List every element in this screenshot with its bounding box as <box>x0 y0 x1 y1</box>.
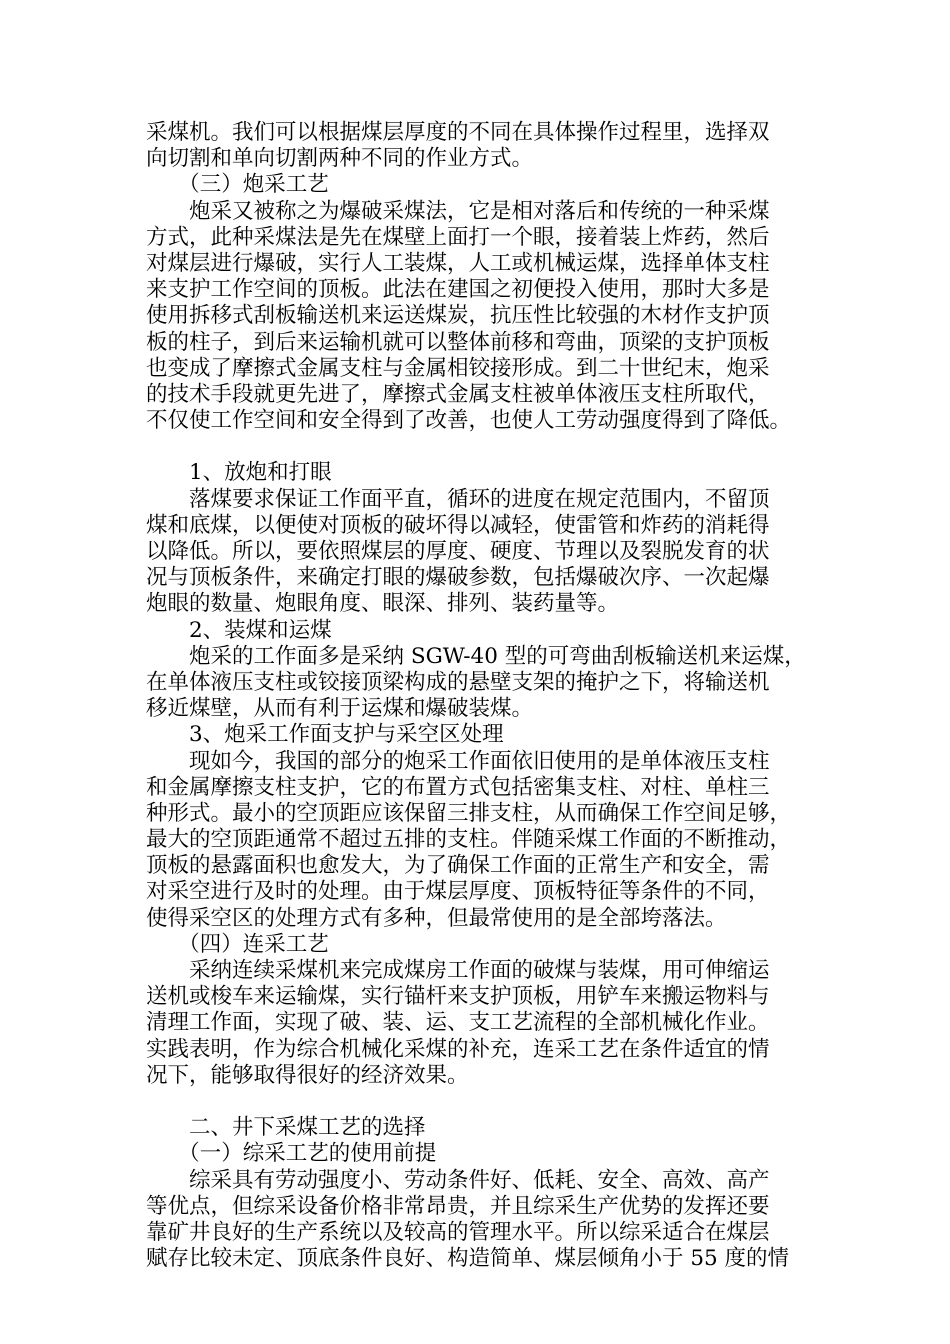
text-line: 采纳连续采煤机来完成煤房工作面的破煤与装煤，用可伸缩运 <box>146 958 770 983</box>
paragraph-loading-transport <box>146 644 806 723</box>
text-line: 使用拆移式刮板输送机来运送煤炭，抗压性比较强的木材作支护顶 <box>146 303 770 329</box>
text-line: 清理工作面，实现了破、装、运、支工艺流程的全部机械化作业。 <box>146 1010 770 1036</box>
text-line: 向切割和单向切割两种不同的作业方式。 <box>146 146 534 172</box>
text-line: 落煤要求保证工作面平直，循环的进度在规定范围内，不留顶 <box>146 486 770 512</box>
text-line: 移近煤壁，从而有利于运煤和爆破装煤。 <box>146 696 534 722</box>
text-line: 赋存比较未定、顶底条件良好、构造简单、煤层倾角小于 55 度的情 <box>146 1246 790 1272</box>
text-line: 方式，此种采煤法是先在煤壁上面打一个眼，接着装上炸药，然后 <box>146 224 770 250</box>
subheading-2: 2、装煤和运煤 <box>146 617 332 643</box>
text-line: 种形式。最小的空顶距应该保留三排支柱，从而确保工作空间足够， <box>146 800 792 826</box>
paragraph-fully-mechanized <box>146 1168 806 1273</box>
chapter-heading-er: 二、井下采煤工艺的选择 <box>146 1115 426 1141</box>
text-line: 煤和底煤，以便使对顶板的破坏得以减轻，使雷管和炸药的消耗得 <box>146 512 770 538</box>
subheading-3: 3、炮采工作面支护与采空区处理 <box>146 722 504 748</box>
text-line: 最大的空顶距通常不超过五排的支柱。伴随采煤工作面的不断推动， <box>146 827 792 853</box>
text-line: 送机或梭车来运输煤，实行锚杆来支护顶板，用铲车来搬运物料与 <box>146 984 770 1010</box>
text-line: 来支护工作空间的顶板。此法在建国之初便投入使用，那时大多是 <box>146 277 770 303</box>
section-heading-san: （三）炮采工艺 <box>146 172 329 198</box>
text-line: 以降低。所以，要依照煤层的厚度、硬度、节理以及裂脱发育的状 <box>146 539 770 564</box>
text-line: 综采具有劳动强度小、劳动条件好、低耗、安全、高效、高产 <box>146 1167 770 1193</box>
blank-line <box>146 434 806 460</box>
text-line: 和金属摩擦支柱支护，它的布置方式包括密集支柱、对柱、单柱三 <box>146 774 770 800</box>
paragraph-blasting-method <box>146 199 806 435</box>
text-line: 炮采又被称之为爆破采煤法，它是相对落后和传统的一种采煤 <box>146 198 770 224</box>
text-line: 对煤层进行爆破，实行人工装煤，人工或机械运煤，选择单体支柱 <box>146 250 770 276</box>
text-line: 靠矿井良好的生产系统以及较高的管理水平。所以综采适合在煤层 <box>146 1219 770 1245</box>
text-line: 也变成了摩擦式金属支柱与金属相铰接形成。到二十世纪末，炮采 <box>146 355 770 381</box>
text-line: 炮眼的数量、炮眼角度、眼深、排列、装药量等。 <box>146 591 620 617</box>
text-line: 实践表明，作为综合机械化采煤的补充，连采工艺在条件适宜的情 <box>146 1036 770 1062</box>
text-line: 板的柱子，到后来运输机就可以整体前移和弯曲，顶梁的支护顶板 <box>146 329 770 355</box>
text-line: 现如今，我国的部分的炮采工作面依旧使用的是单体液压支柱 <box>146 748 770 774</box>
paragraph-continuous-mining <box>146 958 806 1089</box>
text-line: 等优点，但综采设备价格非常昂贵，并且综采生产优势的发挥还要 <box>146 1193 770 1219</box>
section-heading-yi: （一）综采工艺的使用前提 <box>146 1141 437 1167</box>
document-page <box>146 120 806 1272</box>
paragraph-blasting-drilling <box>146 487 806 618</box>
text-line: 炮采的工作面多是采纳 SGW-40 型的可弯曲刮板输送机来运煤， <box>146 643 806 669</box>
blank-line <box>146 1089 806 1115</box>
paragraph-continuation <box>146 120 806 172</box>
text-line: 不仅使工作空间和安全得到了改善，也使人工劳动强度得到了降低。 <box>146 408 792 434</box>
text-line: 采煤机。我们可以根据煤层厚度的不同在具体操作过程里，选择双 <box>146 120 770 145</box>
text-line: 的技术手段就更先进了，摩擦式金属支柱被单体液压支柱所取代， <box>146 381 770 407</box>
section-heading-si: （四）连采工艺 <box>146 931 329 957</box>
text-line: 况下，能够取得很好的经济效果。 <box>146 1062 469 1088</box>
text-line: 使得采空区的处理方式有多种，但最常使用的是全部垮落法。 <box>146 905 727 931</box>
text-line: 在单体液压支柱或铰接顶梁构成的悬壁支架的掩护之下，将输送机 <box>146 669 770 695</box>
subheading-1: 1、放炮和打眼 <box>146 460 332 486</box>
text-line: 对采空进行及时的处理。由于煤层厚度、顶板特征等条件的不同， <box>146 879 770 905</box>
text-line: 顶板的悬露面积也愈发大，为了确保工作面的正常生产和安全，需 <box>146 853 770 879</box>
text-line: 况与顶板条件，来确定打眼的爆破参数，包括爆破次序、一次起爆 <box>146 565 770 591</box>
paragraph-support-goaf <box>146 749 806 932</box>
